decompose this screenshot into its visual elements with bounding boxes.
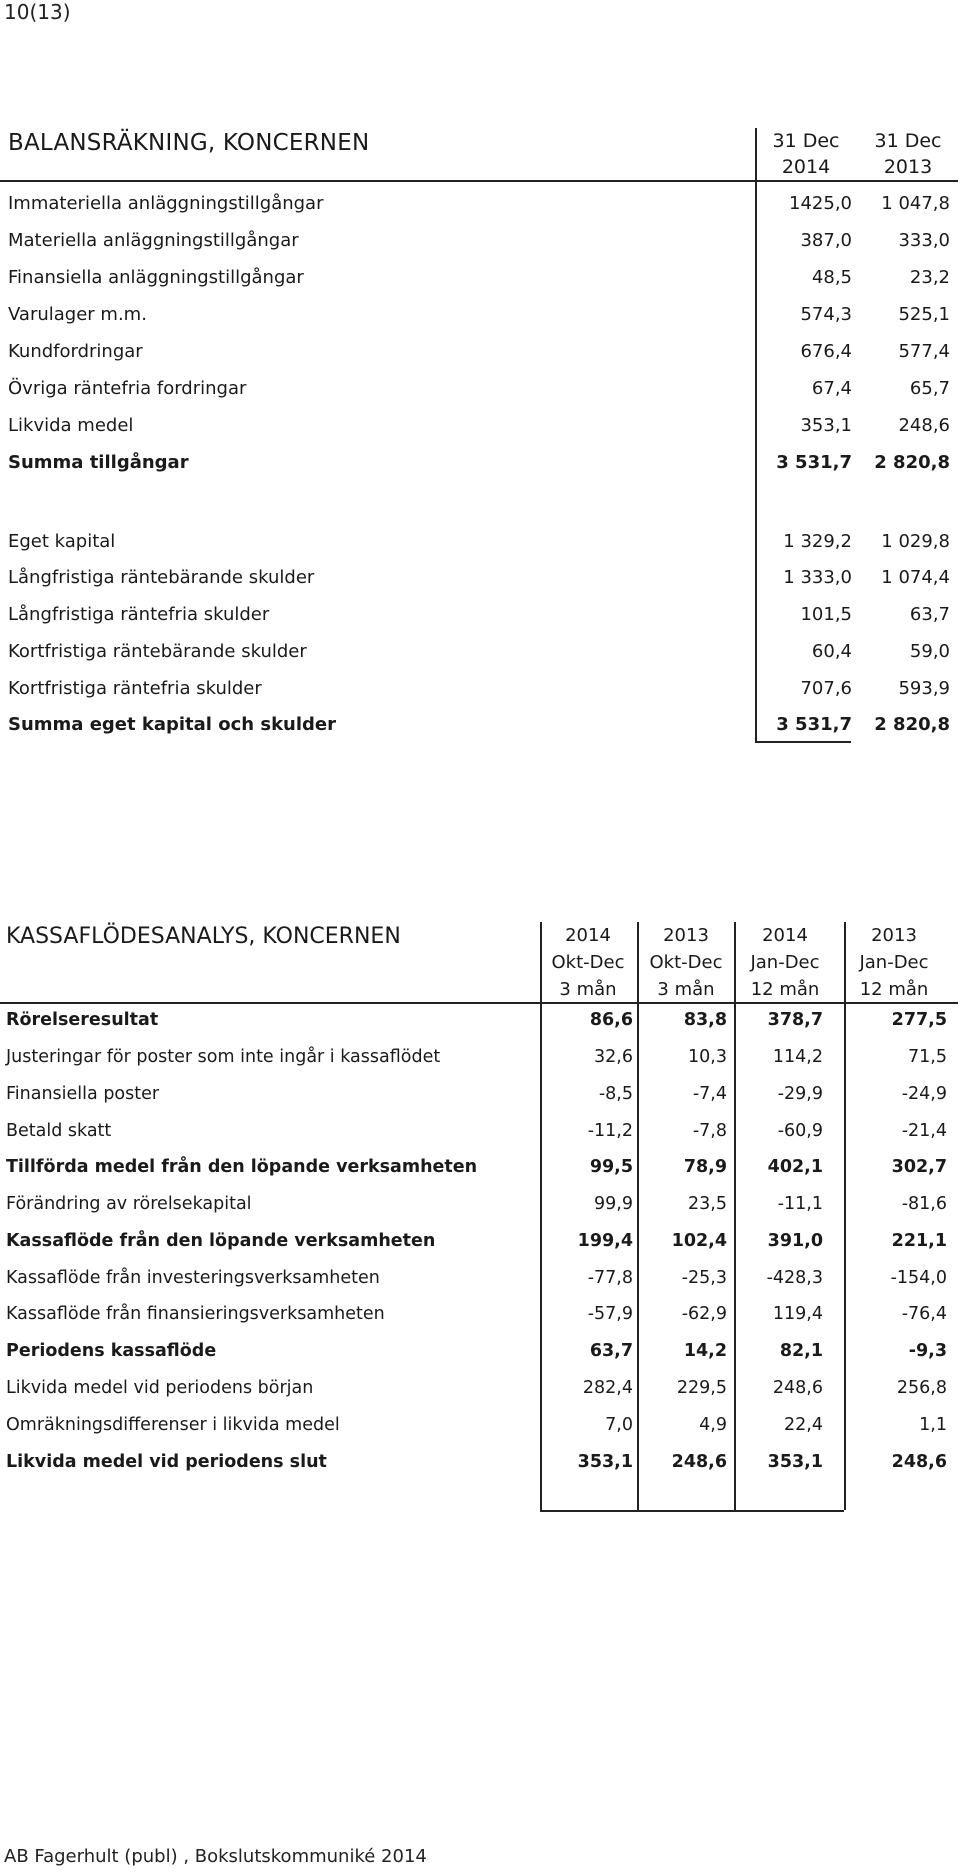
total-row bbox=[0, 1452, 960, 1482]
value-2014: 1425,0 bbox=[789, 193, 852, 214]
value-2014: 1 333,0 bbox=[783, 567, 852, 588]
row-label: Förändring av rörelsekapital bbox=[6, 1194, 252, 1214]
row-label: Omräkningsdifferenser i likvida medel bbox=[6, 1415, 340, 1435]
value-fy-2014: 353,1 bbox=[767, 1452, 823, 1472]
row-label: Likvida medel bbox=[8, 415, 134, 436]
value-fy-2013: -21,4 bbox=[901, 1121, 947, 1141]
value-fy-2013: -9,3 bbox=[908, 1341, 947, 1361]
cashflow-header-col1 bbox=[540, 922, 636, 1003]
row-label: Periodens kassaflöde bbox=[6, 1341, 217, 1361]
table-row bbox=[0, 1268, 960, 1298]
table-row bbox=[0, 1121, 960, 1151]
value-q4-2014: -8,5 bbox=[598, 1084, 633, 1104]
total-row bbox=[0, 1010, 960, 1040]
row-label: Kassaflöde från den löpande verksamheten bbox=[6, 1231, 436, 1251]
row-label: Kundfordringar bbox=[8, 341, 143, 362]
value-fy-2013: 248,6 bbox=[891, 1452, 947, 1472]
row-label: Materiella anläggningstillgångar bbox=[8, 230, 299, 251]
value-2014: 101,5 bbox=[800, 604, 852, 625]
row-label: Immateriella anläggningstillgångar bbox=[8, 193, 324, 214]
value-q4-2014: 99,9 bbox=[594, 1194, 633, 1214]
value-q4-2013: 229,5 bbox=[676, 1378, 727, 1398]
value-fy-2014: 114,2 bbox=[772, 1047, 823, 1067]
value-2013: 1 074,4 bbox=[881, 567, 950, 588]
value-2013: 59,0 bbox=[909, 641, 950, 662]
header-year: 2014 bbox=[762, 925, 808, 946]
value-fy-2014: -428,3 bbox=[766, 1268, 823, 1288]
value-q4-2013: 78,9 bbox=[683, 1157, 727, 1177]
value-q4-2014: 32,6 bbox=[594, 1047, 633, 1067]
row-label: Finansiella anläggningstillgångar bbox=[8, 267, 304, 288]
table-row bbox=[0, 1415, 960, 1445]
table-row bbox=[0, 531, 960, 561]
value-2013: 525,1 bbox=[898, 304, 950, 325]
row-label: Summa eget kapital och skulder bbox=[8, 714, 336, 735]
value-2013: 577,4 bbox=[898, 341, 950, 362]
balance-sheet-section bbox=[0, 0, 960, 760]
value-2014: 67,4 bbox=[811, 378, 852, 399]
value-2013: 65,7 bbox=[909, 378, 950, 399]
table-row bbox=[0, 415, 960, 445]
header-line: 31 Dec bbox=[874, 130, 942, 152]
value-q4-2013: 248,6 bbox=[671, 1452, 727, 1472]
value-fy-2014: 82,1 bbox=[779, 1341, 823, 1361]
row-label: Eget kapital bbox=[8, 531, 116, 552]
value-q4-2014: 282,4 bbox=[582, 1378, 633, 1398]
value-2013: 23,2 bbox=[909, 267, 950, 288]
page-number: 10(13) bbox=[4, 0, 71, 24]
header-line: 31 Dec bbox=[772, 130, 840, 152]
header-length: 12 mån bbox=[859, 979, 929, 1000]
value-2013: 1 029,8 bbox=[881, 531, 950, 552]
value-q4-2013: 10,3 bbox=[688, 1047, 727, 1067]
value-q4-2014: 199,4 bbox=[577, 1231, 633, 1251]
header-length: 12 mån bbox=[750, 979, 820, 1000]
value-2013: 2 820,8 bbox=[874, 452, 950, 473]
row-label: Finansiella poster bbox=[6, 1084, 160, 1104]
value-q4-2013: 83,8 bbox=[683, 1010, 727, 1030]
value-2014: 48,5 bbox=[811, 267, 852, 288]
header-line: 2013 bbox=[883, 156, 933, 178]
header-period: Okt-Dec bbox=[551, 952, 625, 973]
value-fy-2013: 71,5 bbox=[908, 1047, 947, 1067]
value-q4-2013: -62,9 bbox=[681, 1304, 727, 1324]
value-q4-2014: 86,6 bbox=[589, 1010, 633, 1030]
value-fy-2014: 248,6 bbox=[772, 1378, 823, 1398]
row-label: Summa tillgångar bbox=[8, 452, 189, 473]
value-2014: 353,1 bbox=[800, 415, 852, 436]
header-period: Jan-Dec bbox=[859, 952, 929, 973]
value-q4-2014: -11,2 bbox=[587, 1121, 633, 1141]
value-fy-2014: 22,4 bbox=[784, 1415, 823, 1435]
table-row bbox=[0, 378, 960, 408]
value-q4-2014: 7,0 bbox=[605, 1415, 633, 1435]
total-row bbox=[0, 714, 960, 744]
row-label: Långfristiga räntebärande skulder bbox=[8, 567, 315, 588]
row-label: Justeringar för poster som inte ingår i kassaflödet bbox=[6, 1047, 441, 1067]
value-fy-2014: -11,1 bbox=[777, 1194, 823, 1214]
value-fy-2013: -81,6 bbox=[901, 1194, 947, 1214]
value-fy-2013: -154,0 bbox=[890, 1268, 947, 1288]
value-q4-2013: -7,4 bbox=[692, 1084, 727, 1104]
row-label: Betald skatt bbox=[6, 1121, 112, 1141]
table-row bbox=[0, 1378, 960, 1408]
value-2014: 1 329,2 bbox=[783, 531, 852, 552]
row-label: Rörelseresultat bbox=[6, 1010, 159, 1030]
header-length: 3 mån bbox=[559, 979, 617, 1000]
value-q4-2014: -77,8 bbox=[587, 1268, 633, 1288]
value-q4-2014: 353,1 bbox=[577, 1452, 633, 1472]
value-2013: 1 047,8 bbox=[881, 193, 950, 214]
value-q4-2013: 23,5 bbox=[688, 1194, 727, 1214]
table-row bbox=[0, 641, 960, 671]
row-label: Tillförda medel från den löpande verksamheten bbox=[6, 1157, 478, 1177]
value-2014: 3 531,7 bbox=[776, 452, 852, 473]
value-fy-2013: 302,7 bbox=[891, 1157, 947, 1177]
value-q4-2014: 99,5 bbox=[589, 1157, 633, 1177]
header-rule bbox=[0, 1002, 958, 1004]
header-line: 2014 bbox=[781, 156, 831, 178]
cashflow-header-col4 bbox=[842, 922, 946, 1003]
cashflow-header-col3 bbox=[734, 922, 836, 1003]
header-period: Jan-Dec bbox=[750, 952, 820, 973]
value-2013: 63,7 bbox=[909, 604, 950, 625]
total-row bbox=[0, 1231, 960, 1261]
table-row bbox=[0, 1084, 960, 1114]
table-row bbox=[0, 1194, 960, 1224]
total-row bbox=[0, 452, 960, 482]
value-2014: 574,3 bbox=[800, 304, 852, 325]
value-2013: 248,6 bbox=[898, 415, 950, 436]
table-row bbox=[0, 304, 960, 334]
table-row bbox=[0, 230, 960, 260]
balance-header-2013 bbox=[856, 128, 960, 180]
row-label: Kassaflöde från finansieringsverksamheten bbox=[6, 1304, 385, 1324]
value-2014: 3 531,7 bbox=[776, 714, 852, 735]
header-rule bbox=[0, 180, 958, 182]
row-label: Övriga räntefria fordringar bbox=[8, 378, 247, 399]
table-row bbox=[0, 567, 960, 597]
value-fy-2014: 119,4 bbox=[772, 1304, 823, 1324]
page-footer: AB Fagerhult (publ) , Bokslutskommuniké 2014 bbox=[4, 1846, 427, 1867]
table-row bbox=[0, 604, 960, 634]
table-row bbox=[0, 267, 960, 297]
total-row bbox=[0, 1341, 960, 1371]
value-fy-2014: 378,7 bbox=[767, 1010, 823, 1030]
value-q4-2013: 14,2 bbox=[683, 1341, 727, 1361]
table-row bbox=[0, 1304, 960, 1334]
header-period: Okt-Dec bbox=[649, 952, 723, 973]
value-2014: 676,4 bbox=[800, 341, 852, 362]
table-row bbox=[0, 341, 960, 371]
header-year: 2013 bbox=[871, 925, 917, 946]
total-row bbox=[0, 1157, 960, 1187]
value-fy-2013: -76,4 bbox=[901, 1304, 947, 1324]
header-length: 3 mån bbox=[657, 979, 715, 1000]
table-row bbox=[0, 193, 960, 223]
value-fy-2014: -60,9 bbox=[777, 1121, 823, 1141]
value-fy-2013: -24,9 bbox=[901, 1084, 947, 1104]
row-label: Kortfristiga räntebärande skulder bbox=[8, 641, 307, 662]
cashflow-header-col2 bbox=[638, 922, 734, 1003]
value-q4-2014: 63,7 bbox=[589, 1341, 633, 1361]
row-label: Långfristiga räntefria skulder bbox=[8, 604, 270, 625]
value-fy-2013: 277,5 bbox=[891, 1010, 947, 1030]
value-fy-2013: 221,1 bbox=[891, 1231, 947, 1251]
row-label: Likvida medel vid periodens början bbox=[6, 1378, 314, 1398]
value-q4-2014: -57,9 bbox=[587, 1304, 633, 1324]
value-fy-2014: 391,0 bbox=[767, 1231, 823, 1251]
value-q4-2013: 4,9 bbox=[699, 1415, 727, 1435]
balance-sheet-title: BALANSRÄKNING, KONCERNEN bbox=[8, 130, 370, 156]
value-q4-2013: -25,3 bbox=[681, 1268, 727, 1288]
header-year: 2014 bbox=[565, 925, 611, 946]
value-2013: 2 820,8 bbox=[874, 714, 950, 735]
row-label: Varulager m.m. bbox=[8, 304, 147, 325]
value-2014: 707,6 bbox=[800, 678, 852, 699]
value-2013: 333,0 bbox=[898, 230, 950, 251]
value-fy-2013: 1,1 bbox=[919, 1415, 947, 1435]
row-label: Kassaflöde från investeringsverksamheten bbox=[6, 1268, 380, 1288]
value-fy-2013: 256,8 bbox=[896, 1378, 947, 1398]
value-q4-2013: 102,4 bbox=[671, 1231, 727, 1251]
value-2014: 60,4 bbox=[811, 641, 852, 662]
table-row bbox=[0, 678, 960, 708]
header-year: 2013 bbox=[663, 925, 709, 946]
table-row bbox=[0, 1047, 960, 1077]
value-2014: 387,0 bbox=[800, 230, 852, 251]
value-q4-2013: -7,8 bbox=[692, 1121, 727, 1141]
row-label: Kortfristiga räntefria skulder bbox=[8, 678, 262, 699]
row-label: Likvida medel vid periodens slut bbox=[6, 1452, 327, 1472]
balance-header-2014 bbox=[756, 128, 856, 180]
bottom-rule bbox=[540, 1510, 844, 1512]
value-fy-2014: 402,1 bbox=[767, 1157, 823, 1177]
cashflow-title: KASSAFLÖDESANALYS, KONCERNEN bbox=[6, 924, 401, 949]
value-2013: 593,9 bbox=[898, 678, 950, 699]
value-fy-2014: -29,9 bbox=[777, 1084, 823, 1104]
